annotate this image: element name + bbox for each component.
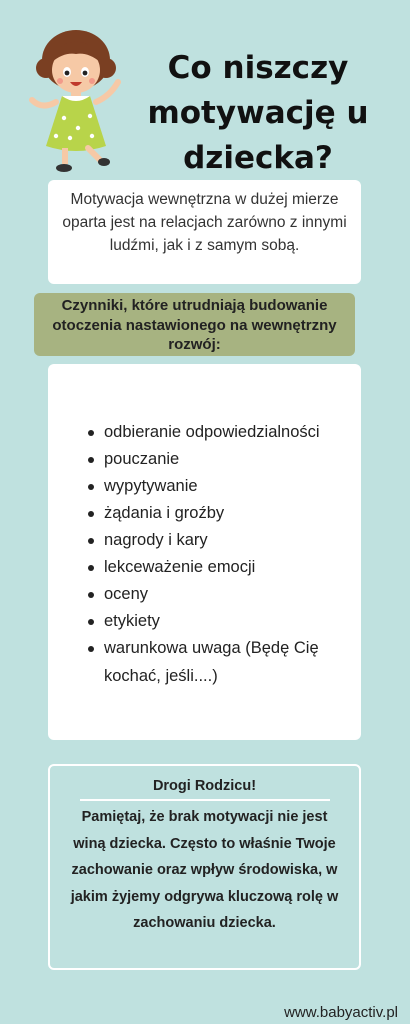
title-line-1: Co niszczy	[167, 50, 349, 86]
title-line-2: motywację u	[147, 95, 369, 131]
intro-card	[48, 180, 361, 284]
factors-heading: Czynniki, które utrudniają budowanie otoczenia nastawionego na wewnętrzny rozwój:	[52, 297, 337, 353]
parent-note-card	[48, 764, 361, 970]
list-item: nagrody i kary	[88, 527, 348, 554]
list-item: wypytywanie	[88, 473, 348, 500]
intro-text: Motywacja wewnętrzna w dużej mierze oparta jest na relacjach zarówno z innymi ludźmi, jak i z samym sobą.	[62, 191, 347, 254]
list-item: pouczanie	[88, 446, 348, 473]
footer-site-link[interactable]: www.babyactiv.pl	[284, 1004, 398, 1021]
list-item: oceny	[88, 581, 348, 608]
parent-note-heading: Drogi Rodzicu!	[152, 778, 257, 794]
title-line-3: dziecka?	[183, 140, 333, 176]
factors-list-card	[48, 364, 361, 740]
list-item: żądania i groźby	[88, 500, 348, 527]
list-item: lekceważenie emocji	[88, 554, 348, 581]
factors-list	[88, 419, 348, 690]
parent-note-divider	[80, 799, 330, 801]
parent-note-body: Pamiętaj, że brak motywacji nie jest winą dziecka. Często to właśnie Twoje zachowanie oraz wpływ środowiska, w jakim żyjemy odgrywa kluczową rolę w zachowaniu dziecka.	[70, 809, 339, 931]
list-item: etykiety	[88, 608, 348, 635]
list-item: odbieranie odpowiedzialności	[88, 419, 348, 446]
page-title	[108, 46, 408, 181]
factors-heading-banner	[34, 293, 355, 356]
list-item: warunkowa uwaga (Będę Cię kochać, jeśli....)	[88, 635, 348, 690]
